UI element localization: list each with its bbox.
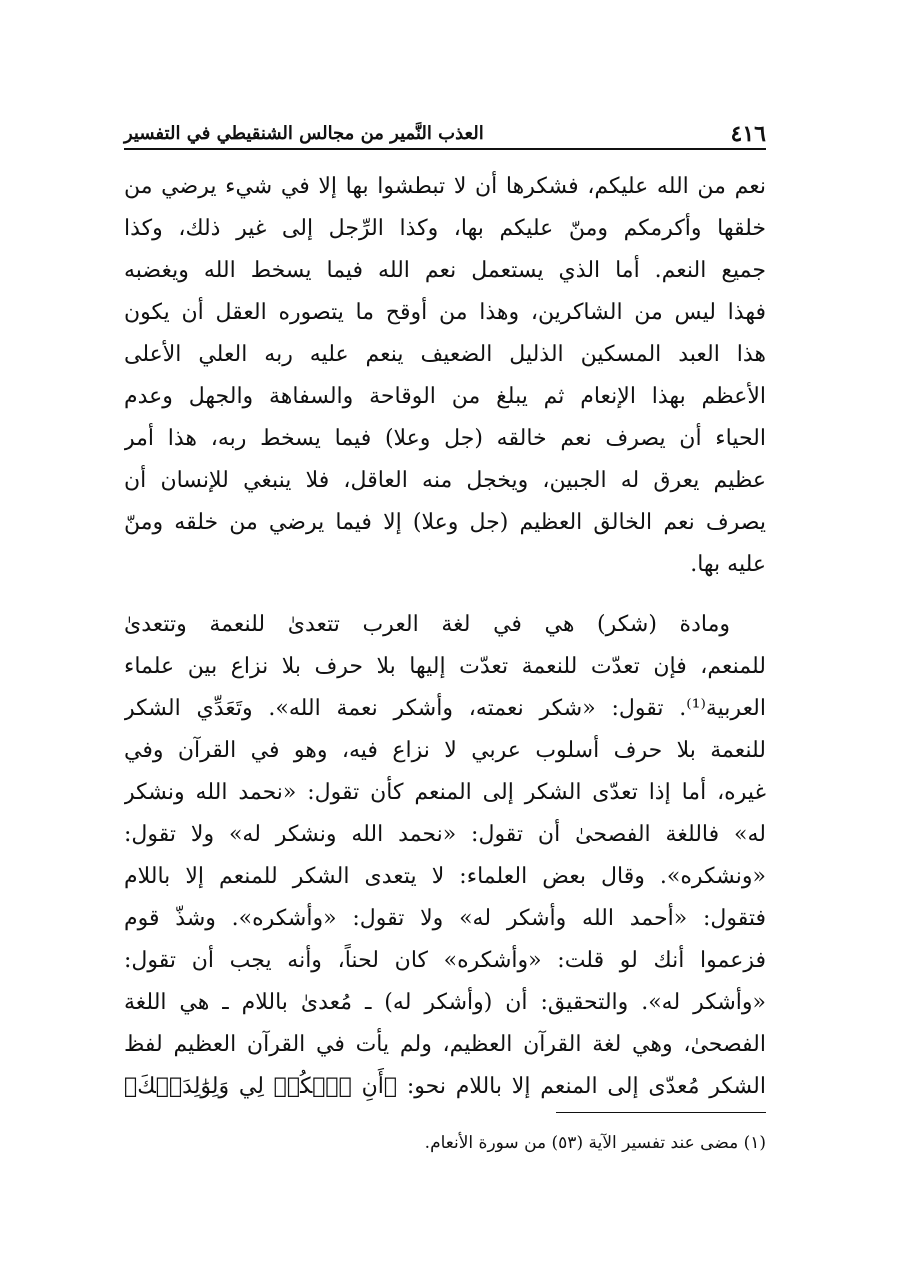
page-header (124, 108, 766, 148)
text-line: للمنعم، فإن تعدّت للنعمة تعدّت إليها بلا حرف بلا نزاع بين علماء (124, 654, 766, 679)
text-line: جميع النعم. أما الذي يستعمل نعم الله فيما يسخط الله ويغضبه (124, 258, 766, 283)
text-line-with-footnote-ref: العربية⁽¹⁾. تقول: «شكر نعمته، وأشكر نعمة الله». وتَعَدِّي الشكر (124, 696, 766, 721)
text-line: له» فاللغة الفصحىٰ أن تقول: «نحمد الله ونشكر له» ولا تقول: (124, 822, 766, 847)
header-rule (124, 148, 766, 150)
text-line: فزعموا أنك لو قلت: «وأشكره» كان لحناً، وأنه يجب أن تقول: (124, 948, 766, 973)
text-line: الأعظم بهذا الإنعام ثم يبلغ من الوقاحة والسفاهة والجهل وعدم (124, 384, 766, 409)
text-line: خلقها وأكرمكم ومنّ عليكم بها، وكذا الرِّجل إلى غير ذلك، وكذا (124, 216, 766, 241)
text-line: «ونشكره». وقال بعض العلماء: لا يتعدى الشكر للمنعم إلا باللام (124, 864, 766, 889)
text-line: عليه بها. (690, 552, 766, 577)
text-line: نعم من الله عليكم، فشكرها أن لا تبطشوا بها إلا في شيء يرضي من (124, 174, 766, 199)
footnote: (١) مضى عند تفسير الآية (٥٣) من سورة الأنعام. (424, 1133, 766, 1153)
text-line: هذا العبد المسكين الذليل الضعيف ينعم عليه ربه العلي الأعلى (124, 342, 766, 367)
text-line-indented: ومادة (شكر) هي في لغة العرب تتعدىٰ للنعمة وتتعدىٰ (124, 612, 730, 637)
text-line: عظيم يعرق له الجبين، ويخجل منه العاقل، فلا ينبغي للإنسان أن (124, 468, 766, 493)
paragraph-2 (124, 604, 766, 1108)
body-text (124, 166, 766, 1108)
text-line: يصرف نعم الخالق العظيم (جل وعلا) إلا فيما يرضي من خلقه ومنّ (124, 510, 766, 535)
running-title: العذب النَّمير من مجالس الشنقيطي في التفسير (124, 123, 484, 144)
footnote-separator (556, 1112, 766, 1113)
text-line: الحياء أن يصرف نعم خالقه (جل وعلا) فيما يسخط ربه، هذا أمر (124, 426, 766, 451)
paragraph-gap (124, 586, 766, 604)
text-line: «وأشكر له». والتحقيق: أن (وأشكر له) ـ مُعدىٰ باللام ـ هي اللغة (124, 990, 766, 1015)
paragraph-1 (124, 166, 766, 586)
text-line: فتقول: «أحمد الله وأشكر له» ولا تقول: «وأشكره». وشذّ قوم (124, 906, 766, 931)
text-line: للنعمة بلا حرف أسلوب عربي لا نزاع فيه، وهو في القرآن وفي (124, 738, 766, 763)
text-line-quran-verse: الشكر مُعدّى إلى المنعم إلا باللام نحو: ﴿أَنِ ٱشۡكُرۡ لِي وَلِوَٰلِدَيۡكَ﴾ (124, 1074, 766, 1099)
page-number: ٤١٦ (730, 121, 766, 147)
text-line: فهذا ليس من الشاكرين، وهذا من أوقح ما يتصوره العقل أن يكون (124, 300, 766, 325)
text-line: الفصحىٰ، وهي لغة القرآن العظيم، ولم يأت في القرآن العظيم لفظ (124, 1032, 766, 1057)
text-line: غيره، أما إذا تعدّى الشكر إلى المنعم كأن تقول: «نحمد الله ونشكر (124, 780, 766, 805)
